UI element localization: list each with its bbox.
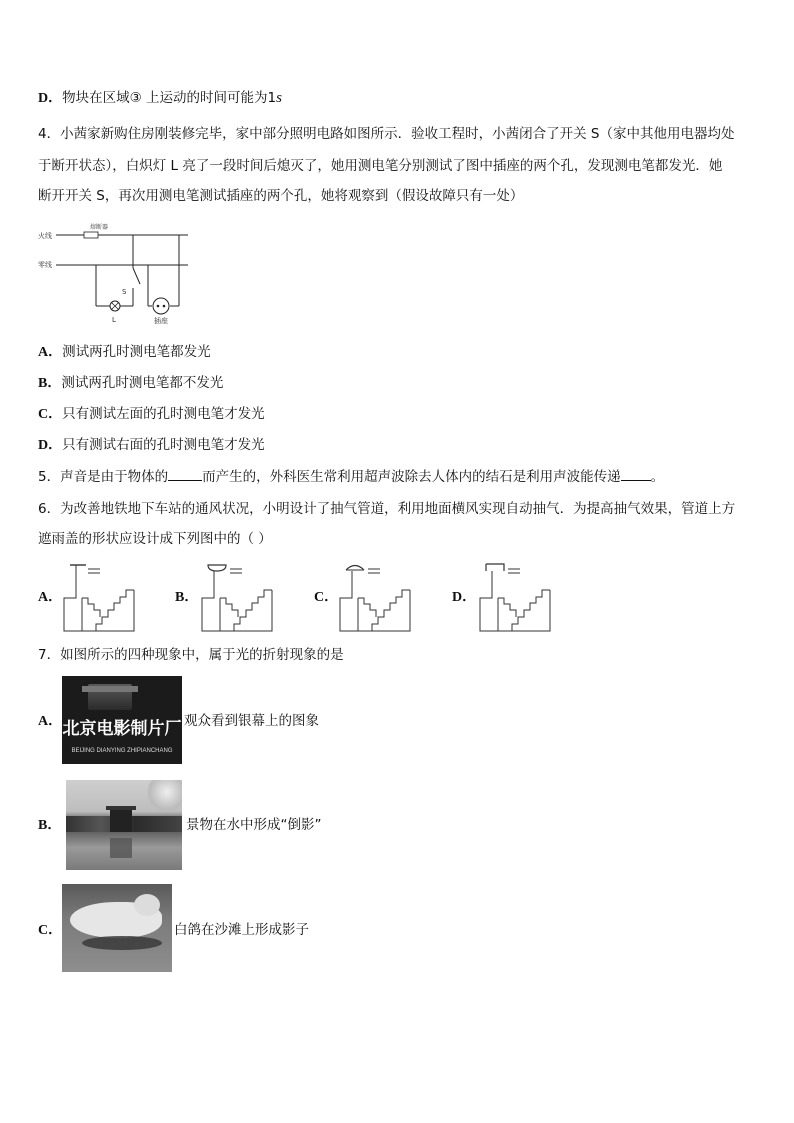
q7-option-b-label: B． (38, 818, 62, 833)
film-studio-subtitle: BEIJING DIANYING ZHIPIANCHANG (71, 748, 173, 754)
q4-stem-line3: 断开开关 S，再次用测电笔测试插座的两个孔，她将观察到（假设故障只有一处） (38, 188, 524, 204)
q6-option-a-label: A． (38, 590, 63, 605)
answer-blank-2[interactable] (621, 468, 651, 481)
q6-option-d-label: D． (452, 590, 477, 605)
switch-icon (133, 268, 140, 284)
q6-stem-line2: 遮雨盖的形状应设计成下列图中的（ ） (38, 531, 272, 547)
neutral-wire-label: 零线 (38, 261, 52, 269)
switch-label: S (122, 288, 127, 296)
live-wire-label: 火线 (38, 232, 52, 240)
q6-figure-a (62, 560, 138, 632)
socket-icon (153, 298, 169, 314)
q4-option-c: C．只有测试左面的孔时测电笔才发光 (38, 406, 265, 422)
q6-figure-c (338, 560, 414, 632)
q7-option-c-text: 白鸽在沙滩上形成影子 (174, 922, 309, 938)
q7-stem: 7．如图所示的四种现象中，属于光的折射现象的是 (38, 647, 344, 663)
q6-figure-d (478, 560, 556, 632)
dove-photo (62, 884, 172, 972)
option-label: D． (38, 91, 63, 106)
q4-option-d: D．只有测试右面的孔时测电笔才发光 (38, 437, 265, 453)
q5-stem: 5．声音是由于物体的 而产生的，外科医生常利用超声波除去人体内的结石是利用声波能传递 。 (38, 469, 665, 485)
fuse-icon (84, 232, 98, 238)
q7-option-a-label: A． (38, 714, 63, 729)
q7-option-c-label: C． (38, 923, 63, 938)
q4-option-a: A．测试两孔时测电笔都发光 (38, 344, 211, 360)
q3-option-d (38, 89, 282, 108)
option-text: 物块在区域③ 上运动的时间可能为1 (62, 90, 277, 106)
answer-blank-1[interactable] (168, 468, 202, 481)
q6-stem-line1: 6．为改善地铁地下车站的通风状况，小明设计了抽气管道，利用地面横风实现自动抽气．为提高抽气效果，管道上方 (38, 501, 736, 517)
fuse-label: 熔断器 (90, 224, 109, 231)
q4-stem-line1: 4．小茜家新购住房刚装修完毕，家中部分照明电路如图所示．验收工程时，小茜闭合了开关 S（家中其他用电器均处 (38, 126, 735, 142)
q7-option-a-text: 观众看到银幕上的图象 (184, 713, 319, 729)
q4-stem-line2: 于断开状态），白炽灯 L 亮了一段时间后熄灭了，她用测电笔分别测试了图中插座的两个孔，发现测电笔都发光．她 (38, 158, 723, 174)
film-studio-title: 北京电影制片厂 (62, 719, 182, 739)
lamp-label: L (112, 316, 116, 324)
circuit-diagram (36, 220, 196, 326)
film-studio-image (62, 676, 182, 764)
unit-s: s (276, 90, 282, 106)
q6-option-b-label: B． (175, 590, 199, 605)
q7-option-b-text: 景物在水中形成“倒影” (186, 817, 322, 833)
q4-option-b: B．测试两孔时测电笔都不发光 (38, 375, 224, 391)
socket-label: 插座 (154, 317, 168, 325)
q6-figure-b (200, 560, 276, 632)
q6-option-c-label: C． (314, 590, 339, 605)
reflection-photo (66, 780, 182, 870)
